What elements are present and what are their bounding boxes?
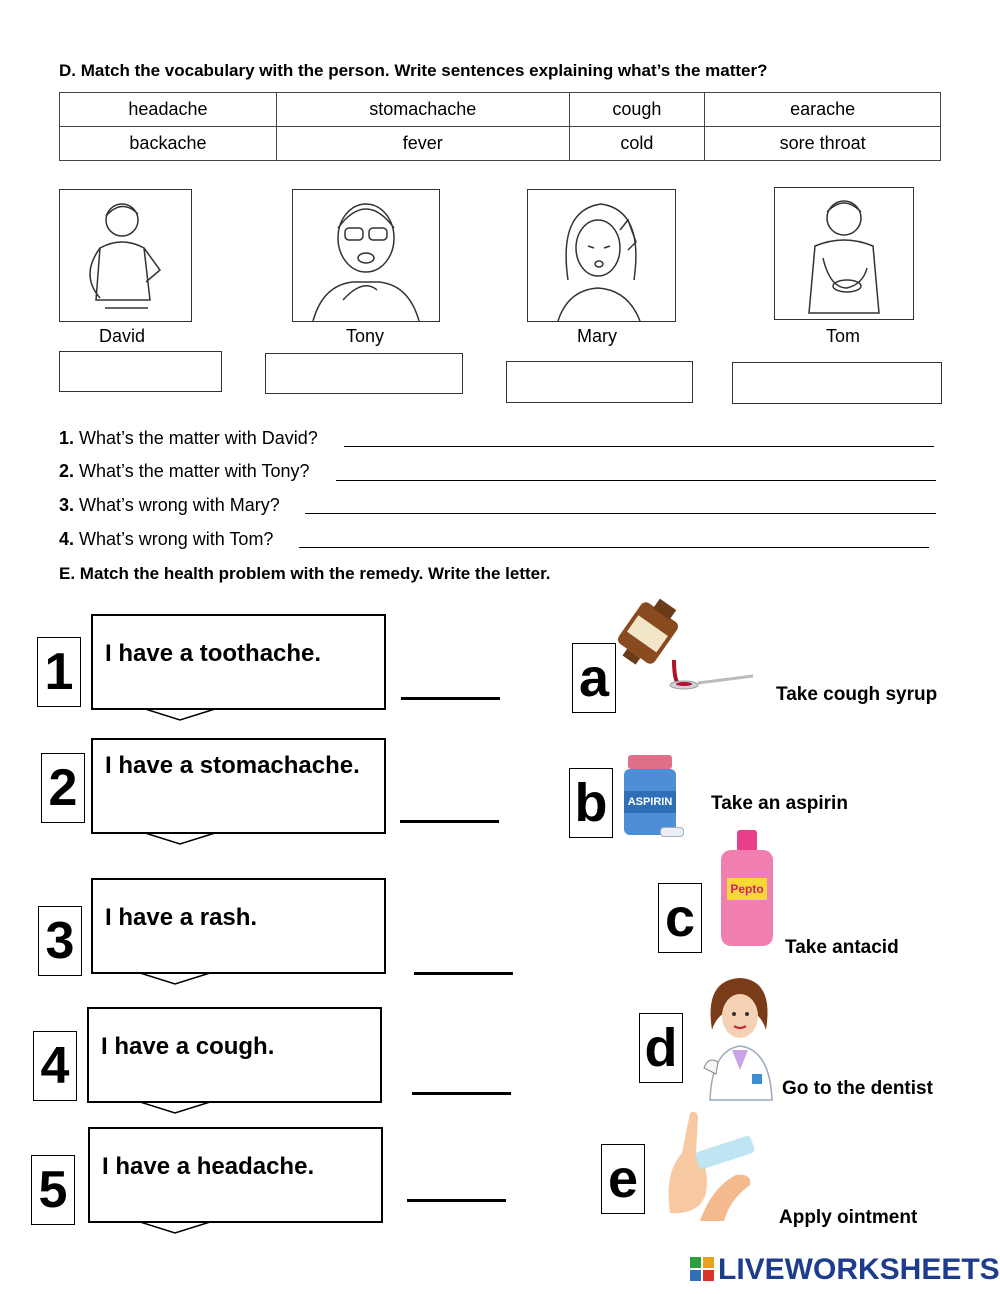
- vocab-cell: stomachache: [276, 93, 569, 127]
- remedy-text-e: Apply ointment: [779, 1207, 918, 1228]
- section-d-instruction: Match the vocabulary with the person. Write sentences explaining what’s the matter?: [80, 61, 768, 80]
- question-2: [59, 461, 309, 482]
- answer-box-tony[interactable]: [265, 353, 463, 394]
- person-stomachache-icon: [775, 188, 913, 319]
- answer-blank-2[interactable]: [400, 820, 499, 823]
- question-text: What’s wrong with Mary?: [79, 495, 280, 515]
- aspirin-label: ASPIRIN: [624, 791, 676, 813]
- section-d-letter: D.: [59, 61, 76, 80]
- question-4: [59, 529, 273, 550]
- question-number: 1.: [59, 428, 75, 448]
- remedy-letter-d: d: [639, 1013, 683, 1083]
- person-backache-icon: [60, 190, 191, 321]
- vocab-cell: fever: [276, 127, 569, 161]
- bubble-tail: [140, 1101, 220, 1115]
- pill: [660, 827, 684, 837]
- problem-bubble-4: I have a cough.: [87, 1007, 382, 1103]
- person-name-mary: Mary: [577, 326, 617, 346]
- ointment-hands-icon: [660, 1103, 766, 1223]
- answer-blank-3[interactable]: [414, 972, 513, 975]
- problem-number-2: 2: [41, 753, 85, 823]
- question-number: 2.: [59, 461, 75, 481]
- vocab-cell: headache: [60, 93, 277, 127]
- person-headache-icon: [528, 190, 675, 321]
- aspirin-icon: [622, 755, 684, 837]
- answer-box-tom[interactable]: [732, 362, 942, 404]
- antacid-bottle-icon: [719, 830, 775, 948]
- bubble-tail: [140, 1221, 220, 1235]
- remedy-letter-e: e: [601, 1144, 645, 1214]
- problem-bubble-2: I have a stomachache.: [91, 738, 386, 834]
- remedy-text-a: Take cough syrup: [776, 684, 938, 705]
- tony-picture: [292, 189, 440, 322]
- bubble-tail: [145, 708, 225, 722]
- answer-line-3[interactable]: [305, 513, 936, 514]
- remedy-letter-b: b: [569, 768, 613, 838]
- vocabulary-table: [59, 92, 941, 161]
- remedy-letter-c: c: [658, 883, 702, 953]
- answer-box-mary[interactable]: [506, 361, 693, 403]
- vocab-cell: backache: [60, 127, 277, 161]
- mary-picture: [527, 189, 676, 322]
- answer-line-4[interactable]: [299, 547, 929, 548]
- vocab-cell: cold: [569, 127, 705, 161]
- answer-line-1[interactable]: [344, 446, 934, 447]
- question-number: 4.: [59, 529, 75, 549]
- section-d-heading: [59, 61, 768, 81]
- question-text: What’s wrong with Tom?: [79, 529, 274, 549]
- remedy-text-c: Take antacid: [785, 937, 899, 958]
- person-sore-throat-icon: [293, 190, 439, 321]
- remedy-text-d: Go to the dentist: [782, 1078, 933, 1099]
- tom-picture: [774, 187, 914, 320]
- problem-bubble-3: I have a rash.: [91, 878, 386, 974]
- question-3: [59, 495, 280, 516]
- problem-bubble-1: I have a toothache.: [91, 614, 386, 710]
- question-1: [59, 428, 318, 449]
- person-name-tony: Tony: [345, 326, 385, 346]
- vocab-cell: earache: [705, 93, 941, 127]
- answer-blank-5[interactable]: [407, 1199, 506, 1202]
- answer-box-david[interactable]: [59, 351, 222, 392]
- person-name-david: David: [98, 326, 146, 346]
- answer-blank-4[interactable]: [412, 1092, 511, 1095]
- problem-number-3: 3: [38, 906, 82, 976]
- question-text: What’s the matter with Tony?: [79, 461, 310, 481]
- remedy-text-b: Take an aspirin: [711, 793, 848, 814]
- bubble-tail: [145, 832, 225, 846]
- dentist-icon: [694, 970, 778, 1102]
- problem-bubble-5: I have a headache.: [88, 1127, 383, 1223]
- question-number: 3.: [59, 495, 75, 515]
- answer-line-2[interactable]: [336, 480, 936, 481]
- vocab-cell: cough: [569, 93, 705, 127]
- bottle-cap: [737, 830, 757, 852]
- person-name-tom: Tom: [825, 326, 860, 346]
- vocab-cell: sore throat: [705, 127, 941, 161]
- aspirin-cap: [628, 755, 672, 769]
- david-picture: [59, 189, 192, 322]
- question-text: What’s the matter with David?: [79, 428, 318, 448]
- pepto-label: Pepto: [727, 878, 767, 900]
- section-e-heading: E. Match the health problem with the remedy. Write the letter.: [59, 564, 551, 583]
- answer-blank-1[interactable]: [401, 697, 500, 700]
- remedy-letter-a: a: [572, 643, 616, 713]
- cough-syrup-icon: [608, 598, 756, 690]
- bubble-tail: [140, 972, 220, 986]
- problem-number-1: 1: [37, 637, 81, 707]
- problem-number-4: 4: [33, 1031, 77, 1101]
- logo-text: LIVEWORKSHEETS: [718, 1253, 1000, 1286]
- problem-number-5: 5: [31, 1155, 75, 1225]
- logo-mark-icon: [690, 1257, 716, 1283]
